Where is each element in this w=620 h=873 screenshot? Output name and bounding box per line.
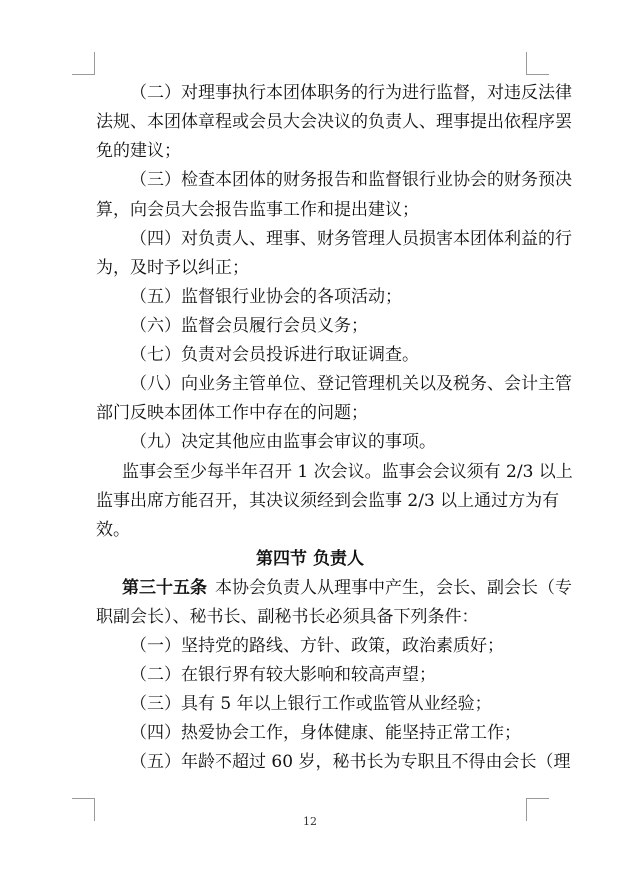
text-line: （七）负责对会员投诉进行取证调查。 [130,345,419,365]
text-line: （四）对负责人、理事、财务管理人员损害本团体利益的行 [130,229,572,249]
crop-mark-top-left [72,52,95,75]
text-line: 为，及时予以纠正； [96,258,249,278]
condition-item: （五）年龄不超过 60 岁，秘书长为专职且不得由会长（理 [130,752,571,772]
crop-mark-top-right [526,52,549,75]
text-line: 部门反映本团体工作中存在的问题； [96,403,368,423]
page-number: 12 [303,815,317,828]
text-line: 免的建议； [96,141,181,161]
text-line: 效。 [96,520,130,540]
article-label: 第三十五条 [122,578,207,598]
text-line: （九）决定其他应由监事会审议的事项。 [130,432,436,452]
text-line: （二）对理事执行本团体职务的行为进行监督，对违反法律 [130,83,572,103]
condition-item: （四）热爱协会工作，身体健康、能坚持正常工作； [130,723,521,743]
article-text: 本协会负责人从理事中产生，会长、副会长（专 [215,578,572,598]
section-heading: 第四节 负责人 [256,549,364,569]
condition-item: （二）在银行界有较大影响和较高声望； [130,665,436,685]
text-line: （五）监督银行业协会的各项活动； [130,287,402,307]
condition-item: （一）坚持党的路线、方针、政策，政治素质好； [130,636,504,656]
condition-item: （三）具有 5 年以上银行工作或监管从业经验； [130,694,492,714]
text-line: （三）检查本团体的财务报告和监督银行业协会的财务预决 [130,170,572,190]
text-line: 监事会至少每半年召开 1 次会议。监事会会议须有 2/3 以上 [122,462,573,482]
text-line: 职副会长）、秘书长、副秘书长必须具备下列条件： [96,607,479,627]
text-line: 监事出席方能召开，其决议须经到会监事 2/3 以上通过方为有 [96,491,560,511]
text-line: （六）监督会员履行会员义务； [130,316,368,336]
article-line [122,578,572,598]
text-line: （八）向业务主管单位、登记管理机关以及税务、会计主管 [130,374,572,394]
text-line: 法规、本团体章程或会员大会决议的负责人、理事提出依程序罢 [96,112,572,132]
text-line: 算，向会员大会报告监事工作和提出建议； [96,200,419,220]
